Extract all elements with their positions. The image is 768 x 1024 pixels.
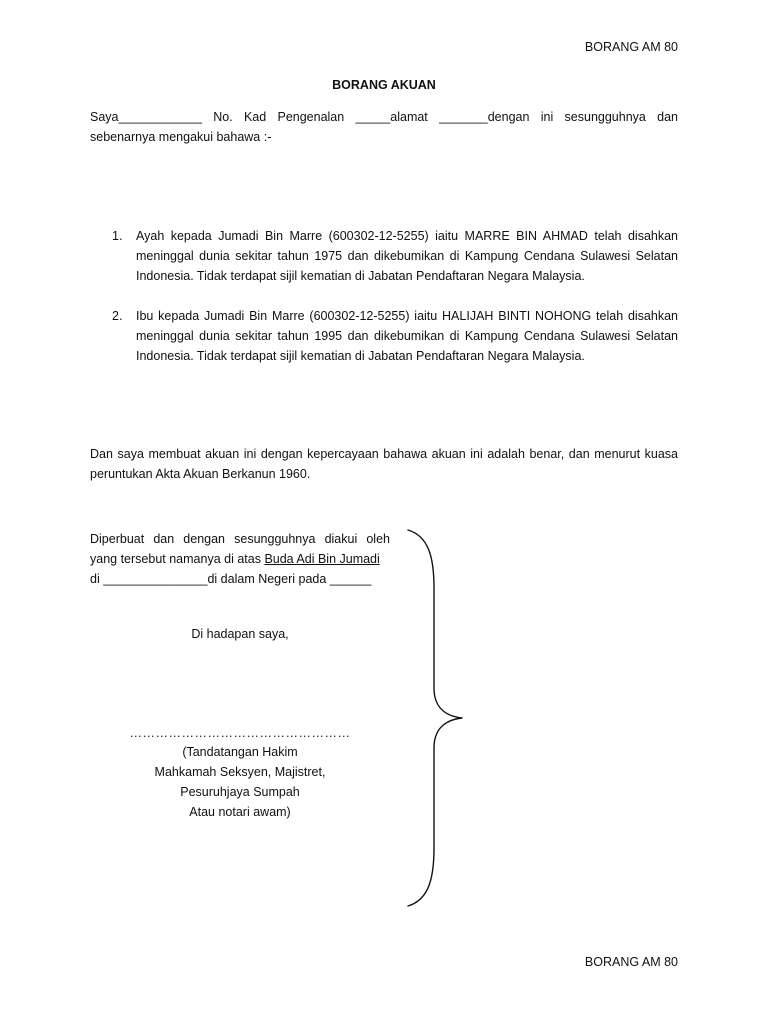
made-line-2 <box>90 549 390 569</box>
list-item <box>90 226 678 286</box>
list-item <box>90 306 678 366</box>
made-line-1: Diperbuat dan dengan sesungguhnya diakui oleh <box>90 532 390 546</box>
list-item-number: 1. <box>112 229 123 243</box>
declarant-name: Buda Adi Bin Jumadi <box>264 552 380 566</box>
intro-paragraph: Saya____________ No. Kad Pengenalan _____alamat _______dengan ini sesungguhnya dan sebenarnya mengakui bahawa :- <box>90 110 678 144</box>
before-me-text: Di hadapan saya, <box>191 627 289 641</box>
signature-line: …………………………………………… <box>129 726 351 740</box>
signature-line-1: (Tandatangan Hakim <box>182 745 298 759</box>
list-item-number: 2. <box>112 309 123 323</box>
made-declared-block <box>90 529 390 589</box>
declaration-items <box>90 226 678 386</box>
signature-line-4: Atau notari awam) <box>189 805 291 819</box>
curly-brace <box>402 528 472 908</box>
declaration-paragraph: Dan saya membuat akuan ini dengan kepercayaan bahawa akuan ini adalah benar, dan menurut kuasa peruntukan Akta Akuan Berkanun 1960. <box>90 447 678 481</box>
signature-line-2: Mahkamah Seksyen, Majistret, <box>154 765 326 779</box>
form-code-footer: BORANG AM 80 <box>584 955 678 969</box>
list-item-text: Ayah kepada Jumadi Bin Marre (600302-12-5255) iaitu MARRE BIN AHMAD telah disahkan meninggal dunia sekitar tahun 1975 dan dikebumikan di Kampung Cendana Sulawesi Selatan Indonesia. Tidak terdapat sijil kematian di Jabatan Pendaftaran Negara Malaysia. <box>136 229 678 283</box>
form-code-header: BORANG AM 80 <box>584 40 678 54</box>
signature-block <box>90 742 390 822</box>
signature-line-3: Pesuruhjaya Sumpah <box>180 785 300 799</box>
made-line-3: di _______________di dalam Negeri pada ______ <box>90 572 372 586</box>
made-line-2-prefix: yang tersebut namanya di atas <box>90 552 261 566</box>
document-title: BORANG AKUAN <box>332 78 436 92</box>
list-item-text: Ibu kepada Jumadi Bin Marre (600302-12-5255) iaitu HALIJAH BINTI NOHONG telah disahkan meninggal dunia sekitar tahun 1995 dan dikebumikan di Kampung Cendana Sulawesi Selatan Indonesia. Tidak terdapat sijil kematian di Jabatan Pendaftaran Negara Malaysia. <box>136 309 678 363</box>
